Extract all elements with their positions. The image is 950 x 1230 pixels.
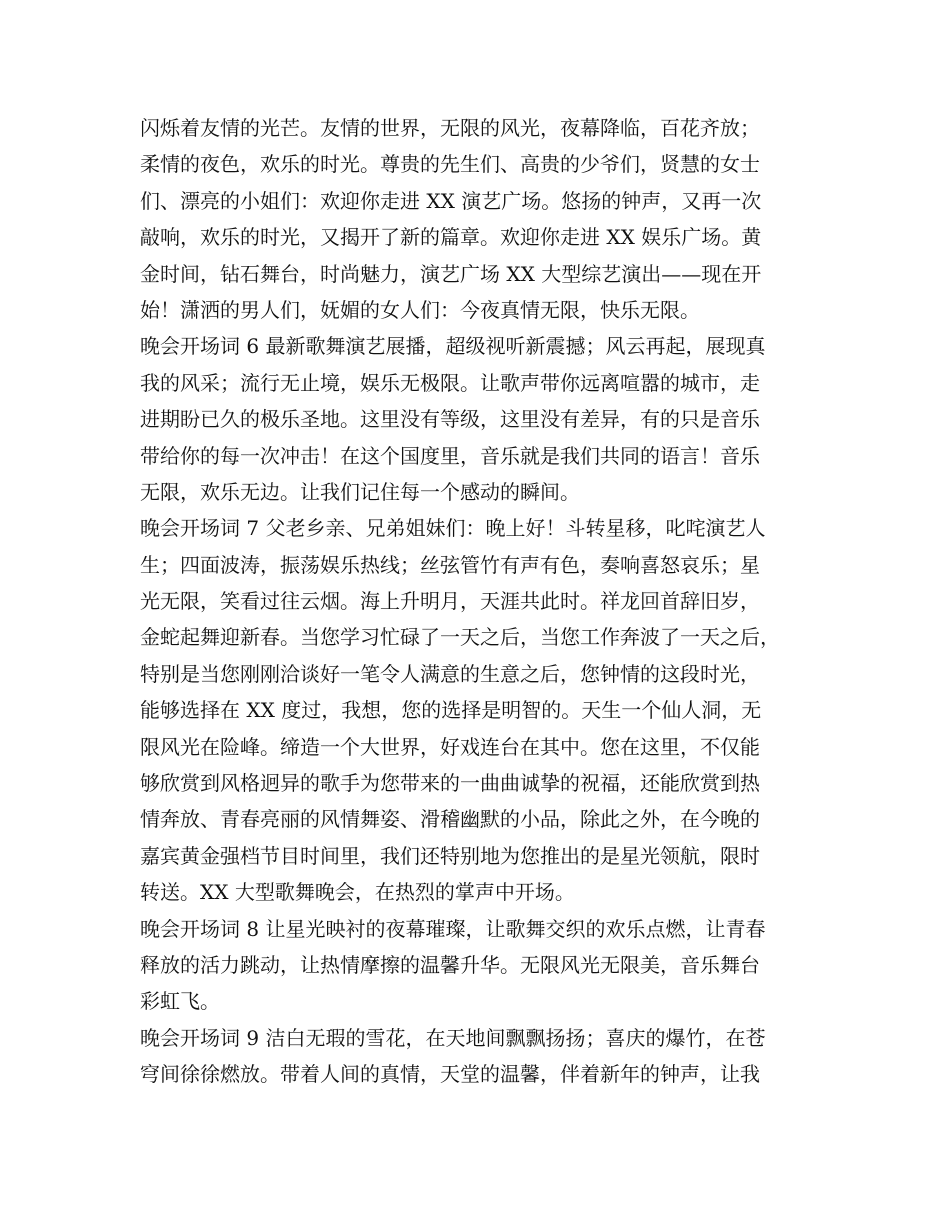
text-line: 带给你的每一次冲击！在这个国度里，音乐就是我们共同的语言！音乐	[140, 443, 760, 468]
text-line: 生；四面波涛，振荡娱乐热线；丝弦管竹有声有色，奏响喜怒哀乐；星	[140, 552, 760, 577]
text-line: 金蛇起舞迎新春。当您学习忙碌了一天之后，当您工作奔波了一天之后，	[140, 625, 780, 650]
section-heading-line: 晚会开场词 8 让星光映衬的夜幕璀璨，让歌舞交织的欢乐点燃，让青春	[140, 916, 766, 941]
text-line: 限风光在险峰。缔造一个大世界，好戏连台在其中。您在这里，不仅能	[140, 734, 760, 759]
section-heading-line: 晚会开场词 9 洁白无瑕的雪花，在天地间飘飘扬扬；喜庆的爆竹，在苍	[140, 1025, 766, 1050]
section-heading-line: 晚会开场词 7 父老乡亲、兄弟姐妹们：晚上好！斗转星移，叱咤演艺人	[140, 516, 766, 541]
text-line: 转送。XX 大型歌舞晚会，在热烈的掌声中开场。	[140, 880, 575, 905]
text-line: 们、漂亮的小姐们：欢迎你走进 XX 演艺广场。悠扬的钟声，又再一次	[140, 188, 762, 213]
text-line: 够欣赏到风格迥异的歌手为您带来的一曲曲诚挚的祝福，还能欣赏到热	[140, 771, 760, 796]
text-line: 柔情的夜色，欢乐的时光。尊贵的先生们、高贵的少爷们，贤慧的女士	[140, 152, 760, 177]
text-line: 特别是当您刚刚洽谈好一笔令人满意的生意之后，您钟情的这段时光，	[140, 661, 760, 686]
section-heading-line: 晚会开场词 6 最新歌舞演艺展播，超级视听新震撼；风云再起，展现真	[140, 334, 766, 359]
text-line: 进期盼已久的极乐圣地。这里没有等级，这里没有差异，有的只是音乐	[140, 407, 760, 432]
text-line: 我的风采；流行无止境，娱乐无极限。让歌声带你远离喧嚣的城市，走	[140, 370, 760, 395]
text-line: 嘉宾黄金强档节目时间里，我们还特别地为您推出的是星光领航，限时	[140, 843, 760, 868]
document-body	[140, 110, 820, 1093]
text-line: 光无限，笑看过往云烟。海上升明月，天涯共此时。祥龙回首辞旧岁，	[140, 589, 760, 614]
text-line: 无限，欢乐无边。让我们记住每一个感动的瞬间。	[140, 479, 580, 504]
text-line: 释放的活力跳动，让热情摩擦的温馨升华。无限风光无限美，音乐舞台	[140, 952, 760, 977]
text-line: 闪烁着友情的光芒。友情的世界，无限的风光，夜幕降临，百花齐放；	[140, 116, 760, 140]
text-line: 彩虹飞。	[140, 989, 220, 1014]
text-line: 能够选择在 XX 度过，我想，您的选择是明智的。天生一个仙人洞，无	[140, 698, 762, 723]
text-line: 金时间，钻石舞台，时尚魅力，演艺广场 XX 大型综艺演出——现在开	[140, 261, 762, 286]
text-line: 穹间徐徐燃放。带着人间的真情，天堂的温馨，伴着新年的钟声，让我	[140, 1062, 760, 1087]
text-line: 敲响，欢乐的时光，又揭开了新的篇章。欢迎你走进 XX 娱乐广场。黄	[140, 225, 762, 250]
text-line: 情奔放、青春亮丽的风情舞姿、滑稽幽默的小品，除此之外，在今晚的	[140, 807, 760, 832]
text-line: 始！潇洒的男人们，妩媚的女人们：今夜真情无限，快乐无限。	[140, 297, 700, 322]
